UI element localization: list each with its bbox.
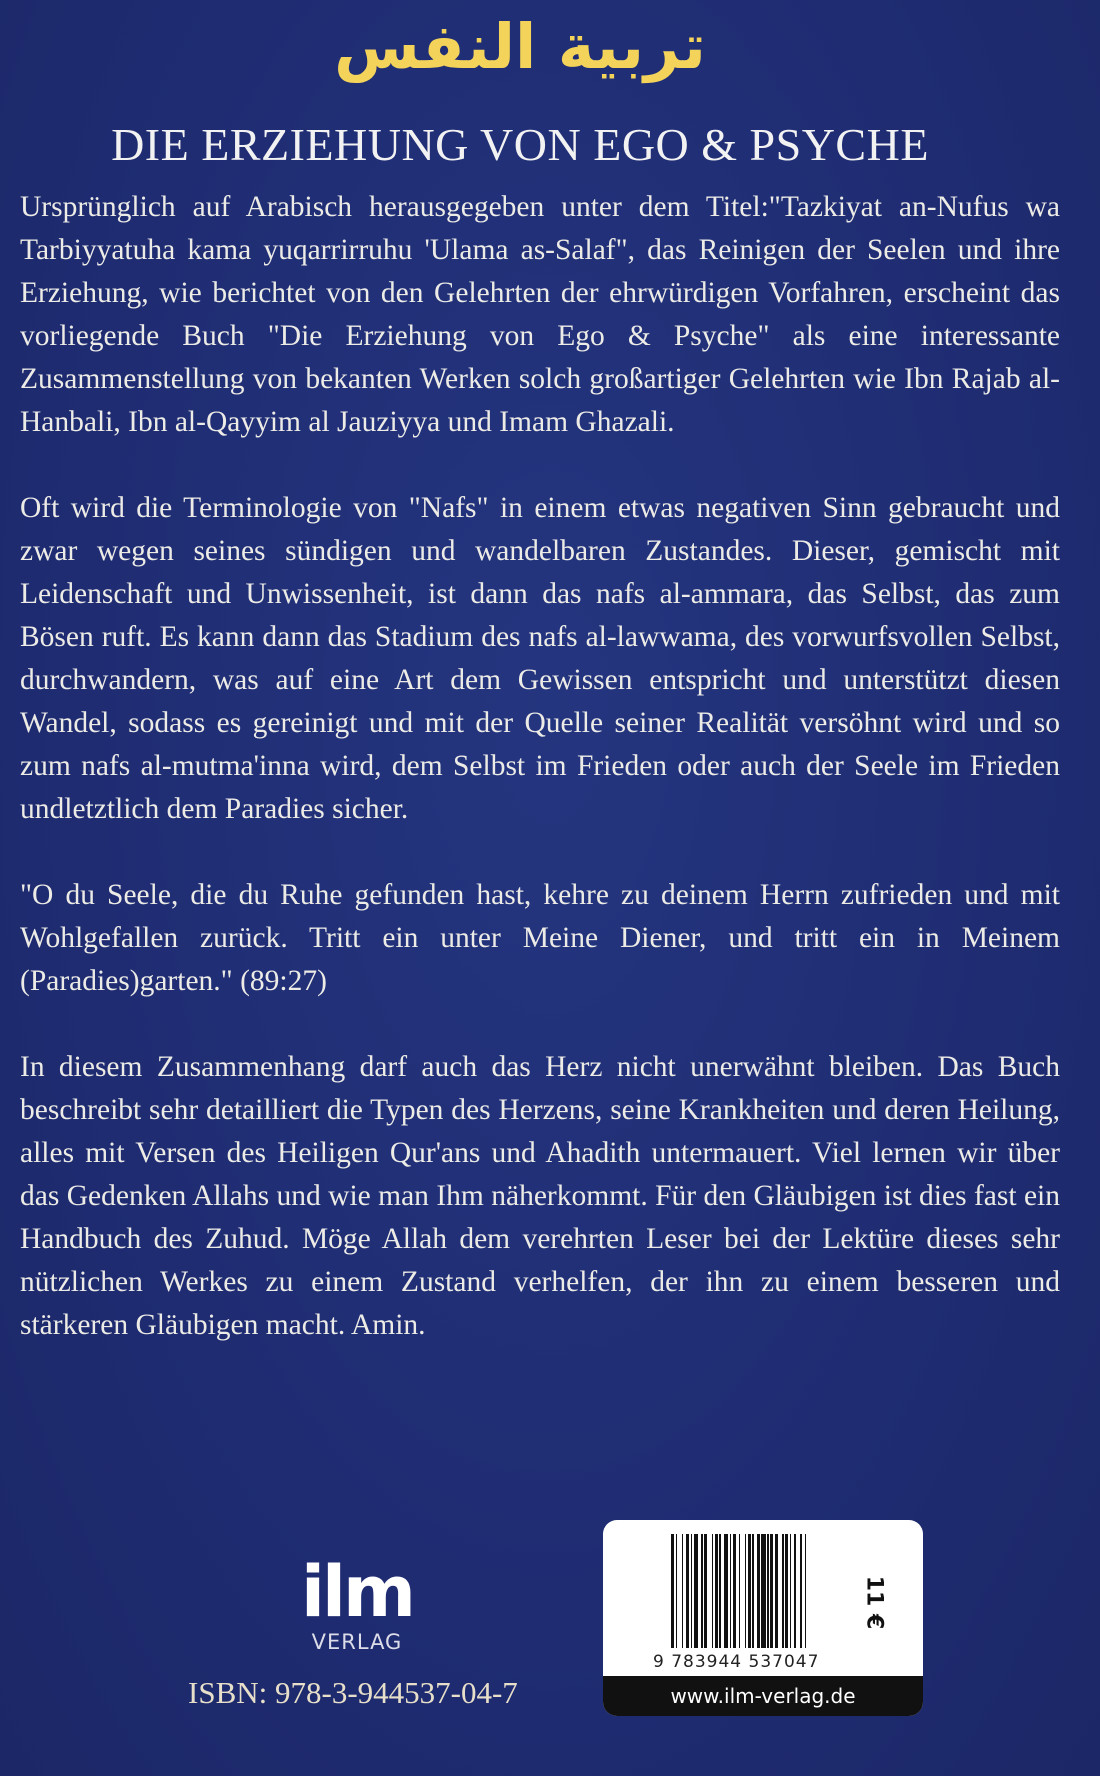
- barcode-label: [603, 1520, 923, 1716]
- arabic-title: تربية النفس: [334, 10, 706, 83]
- price: 11 €: [861, 1575, 887, 1630]
- blurb-paragraph: In diesem Zusammenhang darf auch das Herz nicht unerwähnt bleiben. Das Buch beschreibt sehr detailliert die Typen des Herzens, seine Krankheiten und deren Heilung, alles mit Versen des Heiligen Qur'ans und Ahadith untermauert. Viel lernen wir über das Gedenken Allahs und wie man Ihm näherkommt. Für den Gläubigen ist dies fast ein Handbuch des Zuhud. Möge Allah dem verehrten Leser bei der Lektüre dieses sehr nützlichen Werkes zu einem Zustand verhelfen, der ihn zu einem besseren und stärkeren Gläubigen macht. Amin.: [20, 1051, 1060, 1341]
- publisher-sub: VERLAG: [311, 1630, 403, 1654]
- barcode-bar: [806, 1534, 808, 1648]
- book-title: DIE ERZIEHUNG VON EGO & PSYCHE: [111, 119, 929, 170]
- ilm-logo-mark: ilm: [301, 1551, 413, 1633]
- publisher-logo: [282, 1551, 432, 1654]
- isbn: ISBN: 978-3-944537-04-7: [188, 1675, 518, 1710]
- blurb-paragraph: Oft wird die Terminologie von "Nafs" in einem etwas negativen Sinn gebraucht und zwar wegen seines sündigen und wandelbaren Zustandes. Dieser, gemischt mit Leidenschaft und Unwissenheit, ist dann das nafs al-ammara, das Selbst, das zum Bösen ruft. Es kann dann das Stadium des nafs al-lawwama, des vorwurfsvollen Selbst, durchwandern, was auf eine Art dem Gewissen entspricht und unterstützt diesen Wandel, sodass es gereinigt und mit der Quelle seiner Realität versöhnt wird und so zum nafs al-mutma'inna wird, dem Selbst im Frieden oder auch der Seele im Frieden undletztlich dem Paradies sicher.: [20, 492, 1060, 825]
- barcode-digits: 9 783944 537047: [653, 1652, 820, 1672]
- blurb: [20, 186, 1060, 1390]
- barcode-bars: [671, 1534, 856, 1648]
- quote-paragraph: "O du Seele, die du Ruhe gefunden hast, kehre zu deinem Herrn zufrieden und mit Wohlgefallen zurück. Tritt ein unter Meine Diener, und tritt ein in Meinem (Paradies)garten." (89:27): [20, 879, 1060, 997]
- publisher-url: www.ilm-verlag.de: [603, 1676, 923, 1716]
- blurb-paragraph: Ursprünglich auf Arabisch herausgegeben unter dem Titel:"Tazkiyat an-Nufus wa Tarbiyyatuha kama yuqarrirruhu 'Ulama as-Salaf", das Reinigen der Seelen und ihre Erziehung, wie berichtet von den Gelehrten der ehrwürdigen Vorfahren, erscheint das vorliegende Buch "Die Erziehung von Ego & Psyche" als eine interessante Zusammenstellung von bekanten Werken solch großartiger Gelehrten wie Ibn Rajab al-Hanbali, Ibn al-Qayyim al Jauziyya und Imam Ghazali.: [20, 191, 1060, 438]
